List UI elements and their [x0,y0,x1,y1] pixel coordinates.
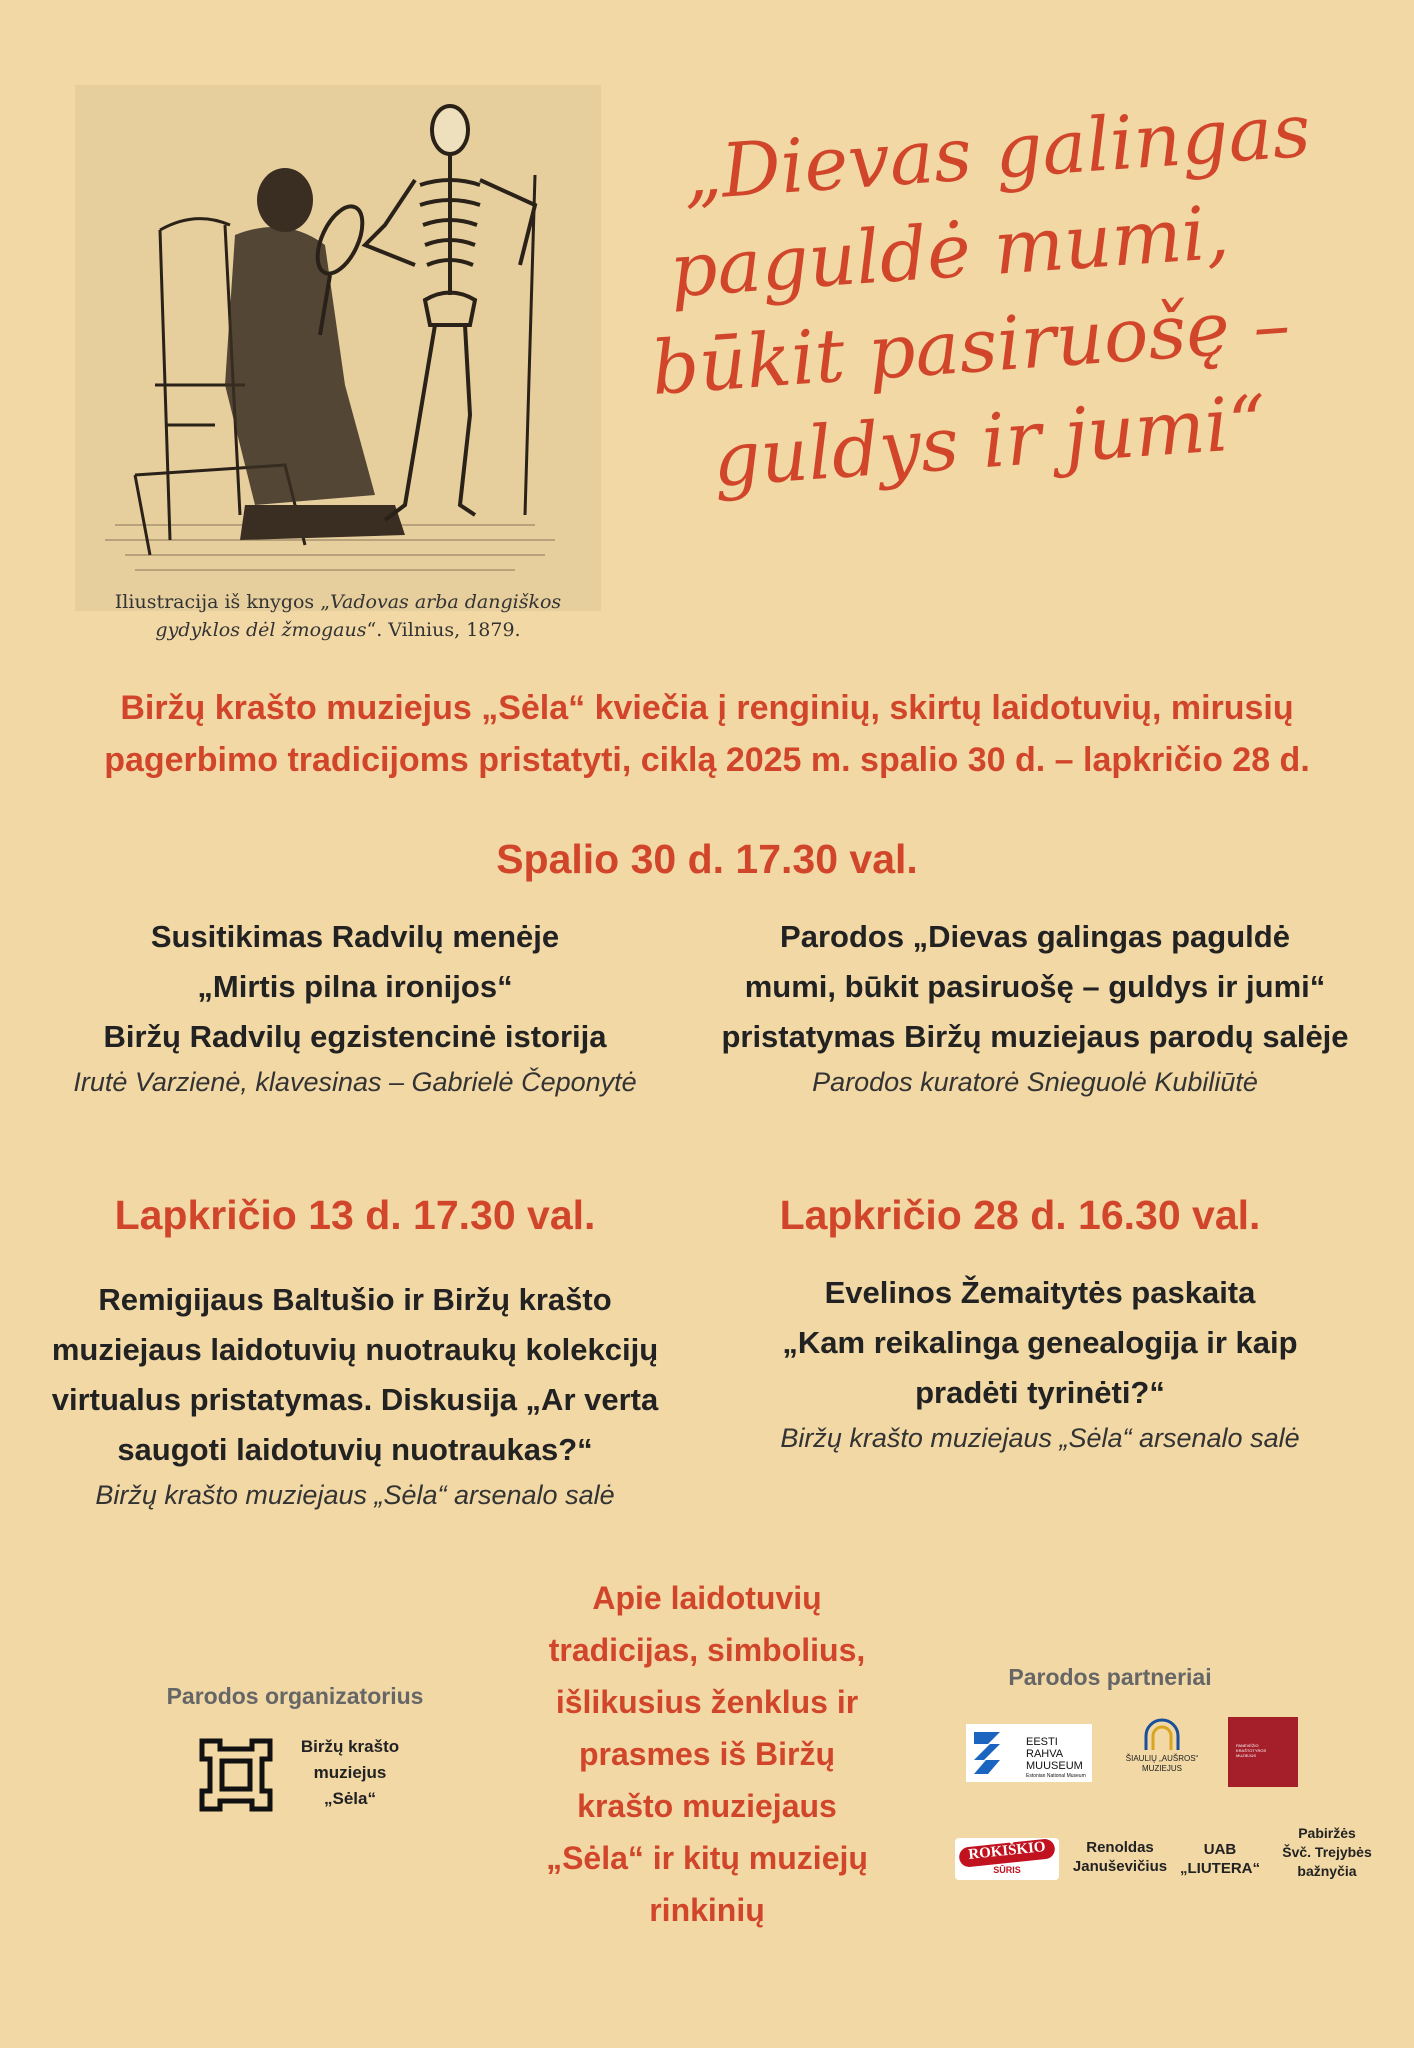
event-line: mumi, būkit pasiruošę – guldys ir jumi“ [744,969,1326,1004]
event-note: Parodos kuratorė Snieguolė Kubiliūtė [812,1067,1258,1097]
event-line: muziejaus laidotuvių nuotraukų kolekcijų [51,1332,659,1367]
event-line: „Kam reikalinga genealogija ir kaip [782,1325,1298,1360]
caption-part-plain: Iliustracija iš knygos „ [114,591,331,613]
sela-logo-icon [198,1737,274,1813]
ausra-line2: MUZIEJUS [1142,1764,1182,1773]
event-line: Parodos „Dievas galingas paguldė [780,919,1290,954]
event-line: Biržų Radvilų egzistencinė istorija [103,1019,607,1054]
quote-line: guldys ir jumi“ [710,379,1270,504]
event-oct30-right [700,912,1370,1102]
event-note: Irutė Varzienė, klavesinas – Gabrielė Čeponytė [73,1067,637,1097]
organizer-name-line: „Sėla“ [324,1789,376,1808]
estonian-line3: Estonian National Museum [1026,1773,1086,1779]
partner-line: UAB [1203,1841,1237,1858]
panevezys-museum-logo [1228,1717,1298,1787]
about-line: prasmes iš Biržų [578,1736,836,1772]
quote-line: „Dievas galingas [680,87,1314,218]
partner-line: bažnyčia [1297,1863,1357,1879]
event-line: „Mirtis pilna ironijos“ [197,969,513,1004]
event-date-nov28: Lapkričio 28 d. 16.30 val. [779,1192,1261,1238]
intro-line: pagerbimo tradicijoms pristatyti, ciklą 2025 m. spalio 30 d. – lapkričio 28 d. [104,741,1310,779]
estonian-line2: MUUSEUM [1026,1760,1083,1772]
organizer-name-line: muziejus [313,1763,387,1782]
rokiskio-suris-logo [955,1838,1059,1880]
event-note: Biržų krašto muziejaus „Sėla“ arsenalo salė [95,1480,615,1510]
about-line: Apie laidotuvių [592,1580,822,1616]
event-date-nov13: Lapkričio 13 d. 17.30 val. [114,1192,596,1238]
event-line: saugoti laidotuvių nuotraukas?“ [117,1432,593,1467]
organizer-name-line: Biržų krašto [300,1737,400,1756]
ausra-line1: ŠIAULIŲ „AUŠROS“ [1125,1754,1199,1763]
estonian-museum-logo [966,1724,1092,1782]
rokiskio-line1: ROKIŠKIO [967,1838,1047,1864]
event-date-oct30: Spalio 30 d. 17.30 val. [496,836,918,882]
about-line: tradicijas, simbolius, [548,1632,866,1668]
partner-renoldas [1070,1838,1170,1876]
partner-line: Januševičius [1072,1858,1168,1875]
quote-line: paguldė mumi, [666,189,1232,315]
event-note: Biržų krašto muziejaus „Sėla“ arsenalo salė [780,1423,1300,1453]
partner-line: Švč. Trejybės [1282,1844,1372,1860]
rokiskio-line2: SŪRIS [993,1865,1021,1875]
ausra-museum-icon [1142,1718,1182,1752]
engraving-drawing [75,85,601,611]
partner-liutera [1175,1840,1265,1878]
about-text [520,1572,894,1936]
caption-part-plain-2: “. Vilnius, 1879. [366,619,521,641]
partners-title: Parodos partneriai [1008,1664,1212,1690]
event-nov28 [700,1268,1380,1458]
organizer-name [290,1734,410,1812]
quote-line: būkit pasiruošę – [648,281,1293,412]
partner-line: „LIUTERA“ [1180,1860,1260,1877]
partner-pabirzes [1272,1824,1382,1881]
organizer-title: Parodos organizatorius [166,1683,424,1709]
panevezys-text: PANEVĖŽIO KRAŠTOTYROS MUZIEJUS [1236,1743,1267,1758]
exhibition-quote [630,80,1375,513]
about-line: krašto muziejaus [577,1788,837,1824]
partner-line: Renoldas [1086,1839,1154,1856]
about-line: išlikusius ženklus ir [555,1684,859,1720]
about-line: rinkinių [649,1892,765,1928]
partner-line: Pabiržės [1298,1825,1356,1841]
event-line: Evelinos Žemaitytės paskaita [824,1275,1256,1310]
caption-part-italic: Vadovas arba dangiškos [330,591,562,613]
event-line: Remigijaus Baltušio ir Biržų krašto [98,1282,612,1317]
event-line: pradėti tyrinėti?“ [915,1375,1165,1410]
event-line: pristatymas Biržų muziejaus parodų salėje [721,1019,1349,1054]
event-oct30-left [40,912,670,1102]
estonian-line1: EESTI RAHVA [1026,1736,1064,1760]
illustration-engraving [75,85,601,611]
ausra-museum-logo [1114,1718,1210,1782]
estonian-museum-icon [970,1728,1018,1778]
caption-part-italic-2: gydyklos dėl žmogaus [155,619,367,641]
intro-line: Biržų krašto muziejus „Sėla“ kviečia į renginių, skirtų laidotuvių, mirusių [120,689,1294,727]
intro-text [60,682,1354,786]
event-line: virtualus pristatymas. Diskusija „Ar verta [51,1382,659,1417]
event-nov13 [40,1275,670,1515]
event-line: Susitikimas Radvilų menėje [150,919,560,954]
illustration-caption [75,588,601,644]
about-line: „Sėla“ ir kitų muziejų [546,1840,868,1876]
